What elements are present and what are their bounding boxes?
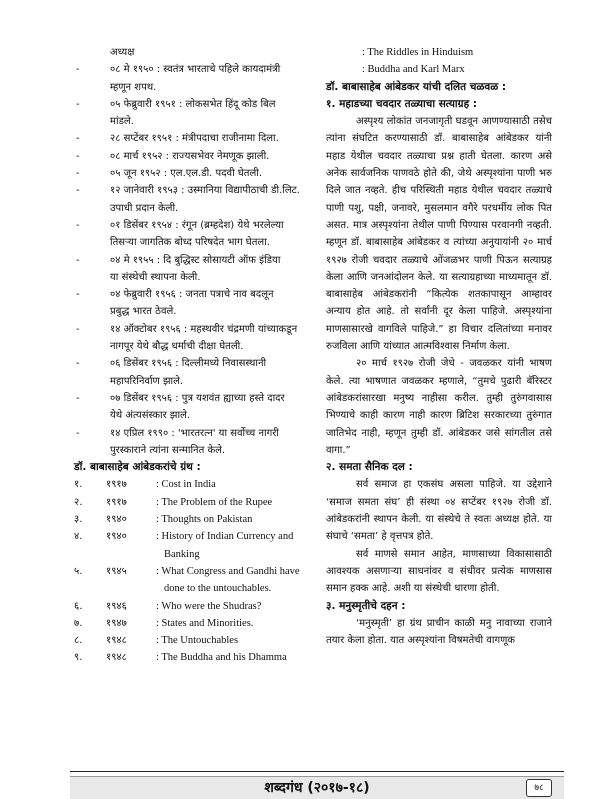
book-year: १९४० [106, 514, 127, 526]
event-item [74, 182, 314, 199]
event-item-continuation [74, 442, 314, 459]
event-dash: - [76, 150, 80, 162]
event-item [74, 321, 314, 338]
event-text: उपाधी प्रदान केली. [110, 202, 179, 214]
book-number: ५. [74, 565, 83, 577]
event-text: ०४ फेब्रुवारी १९५६ : जनता पत्राचे नाव बदलून [110, 289, 274, 301]
book-number: २. [74, 496, 83, 508]
section-3-heading: ३. मनुस्मृतीचे दहन : [326, 599, 406, 612]
event-item-continuation [74, 407, 314, 424]
book-title-continuation [74, 580, 314, 597]
event-dash: - [76, 219, 80, 231]
book-item [74, 598, 314, 615]
event-text: म्हणून शपथ. [110, 81, 157, 93]
event-dash [74, 113, 110, 130]
book-year: १९१७ [106, 496, 127, 508]
event-item [74, 355, 314, 372]
section-1-heading: १. महाडच्या चवदार तळ्याचा सत्याग्रह : [326, 97, 478, 110]
event-item-continuation [74, 269, 314, 286]
book-year: १९४५ [106, 565, 127, 577]
footer-banner [70, 776, 564, 799]
book-year: १९४० [106, 531, 127, 543]
book-title: : What Congress and Gandhi have [156, 565, 300, 577]
event-item-continuation [74, 338, 314, 355]
event-text: मांडले. [110, 116, 134, 128]
event-dash [74, 79, 110, 96]
event-item-continuation [74, 79, 314, 96]
book-title-cont-text: Banking [164, 548, 200, 560]
book-item [74, 494, 314, 511]
event-text: या संस्थेची स्थापना केली. [110, 271, 201, 283]
event-text: ०८ मे १९५० : स्वतंत्र भारताचे पहिले कायदामंत्री [110, 64, 281, 76]
event-item-continuation [74, 303, 314, 320]
book-year: १९४८ [106, 652, 127, 664]
event-dash: - [76, 98, 80, 110]
section-2-paragraph-2: सर्व माणसे समान आहेत, माणसाच्या विकासासाठी आवश्यक असणाऱ्या साधनांवर व संधीवर प्रत्येक माणसास समान हक्क आहे. अशी या संस्थेची धारणा होती. [326, 548, 552, 595]
book-number: ९. [74, 652, 83, 664]
book-item [74, 528, 314, 545]
book-title: : Who were the Shudras? [156, 600, 262, 612]
book-item [74, 511, 314, 528]
book-year: १९४७ [106, 617, 127, 629]
event-text: ०४ मे १९५५ : दि बुद्धिस्ट सोसायटी ऑफ इंडिया [110, 254, 281, 266]
event-item [74, 148, 314, 165]
event-text: प्रबुद्ध भारत ठेवले. [110, 306, 177, 318]
right-column [326, 44, 552, 649]
event-text: तिसऱ्या जागतिक बोध्द परिषदेत भाग घेतला. [110, 237, 270, 249]
book-title-continuation [74, 546, 314, 563]
book-item [74, 476, 314, 493]
event-text: ०८ मार्च १९५२ : राज्यसभेवर नेमणूक झाली. [110, 150, 270, 162]
event-text: १४ ऑक्टोबर १९५६ : महस्थवीर चंद्रमणी यांच्याकडून [110, 323, 298, 335]
event-text: येथे अंत्यसंस्कार झाले. [110, 410, 191, 422]
event-dash: - [76, 289, 80, 301]
event-dash: - [76, 133, 80, 145]
event-item [74, 130, 314, 147]
event-item-continuation [74, 200, 314, 217]
role-line: अध्यक्ष [110, 47, 135, 58]
event-text: महापरिनिर्वाण झाले. [110, 375, 184, 387]
event-dash [74, 373, 110, 390]
section-2-heading: २. समता सैनिक दल : [326, 461, 413, 474]
event-item [74, 286, 314, 303]
book-title: : Thoughts on Pakistan [156, 514, 253, 526]
book-title: : History of Indian Currency and [156, 531, 294, 543]
left-column [74, 44, 314, 667]
event-text: पुरस्काराने त्यांना सन्मानित केले. [110, 444, 226, 456]
footer-title: शब्दगंध (२०१७-१८) [264, 780, 370, 796]
event-item-continuation [74, 373, 314, 390]
event-dash: - [76, 64, 80, 76]
event-text: ०७ डिसेंबर १९५६ : पुत्र यशवंत ह्याच्या हस्ते दादर [110, 392, 285, 404]
event-dash: - [76, 323, 80, 335]
event-text: नागपूर येथे बौद्ध धर्माची दीक्षा घेतली. [110, 341, 244, 353]
book-title: : The Buddha and his Dhamma [156, 652, 287, 664]
book-year: १९४६ [106, 600, 127, 612]
footer-rule [70, 771, 564, 772]
event-item-continuation [74, 234, 314, 251]
event-dash [74, 269, 110, 286]
event-text: ०६ डिसेंबर १९५६ : दिल्लीमध्ये निवासस्थानी [110, 358, 267, 370]
book-title: : Cost in India [156, 479, 216, 491]
event-dash [74, 407, 110, 424]
book-number: ७. [74, 617, 83, 629]
section-1-paragraph-2: २० मार्च १९२७ रोजी जेधे - जवळकर यांनी भाषण केले. त्या भाषणात जवळकर म्हणाले, “तुमचे पुढारी बॅरिस्टर आंबेडकरांसारखा मनुष्य नाहीसा करील. तुम्ही तुरुंगवासास भिण्याचे काही कारण नाही कारण ब्रिटिश सरकारच्या तुरुंगात जातिभेद नाही, म्हणून तुम्ही डॉ. आंबेडकर जसे सांगतील तसे वागा.” [326, 358, 552, 456]
book-item [74, 649, 314, 666]
section-2-paragraph-1: सर्व समाज हा एकसंघ असला पाहिजे. या उद्देशाने ‘समाज समता संघ’ ही संस्था ०४ सप्टेंबर १९२७ रोजी डॉ. आंबेडकरांनी स्थापन केली. या संस्थेचे ते स्वतः अध्यक्ष होते. या संघाचे ‘समता’ हे वृत्तपत्र होते. [326, 479, 552, 543]
page-number: ७८ [526, 779, 552, 797]
event-item [74, 390, 314, 407]
book-number: ८. [74, 635, 83, 647]
book-buddha-marx: : Buddha and Karl Marx [362, 64, 465, 76]
events-list [74, 61, 314, 459]
event-item [74, 165, 314, 182]
book-number: १. [74, 479, 83, 491]
event-dash: - [76, 427, 80, 439]
book-number: ४. [74, 531, 83, 543]
event-item-continuation [74, 113, 314, 130]
section-1-paragraph-1: अस्पृश्य लोकांत जनजागृती घडवून आणण्यासाठी तसेच त्यांना संघटित करण्यासाठी डॉ. बाबासाहेब आंबेडकर यांनी महाड येथील चवदार तळ्याचा प्रश्न हाती घेतला. कारण असे अनेक सार्वजनिक पाणवठे होते की, जेथे अस्पृश्यांना पाणी भरु दिले जात नव्हते. हीच परिस्थिती महाड येथील चवदार तळ्याचे पाणी पशु, पक्षी, जनावरे, मुसलमान वगैरे परधर्मीय लोक पित असत. मात्र अस्पृश्यांना तेथील पाणी पिण्यास परवानगी नव्हती. म्हणून डॉ. बाबासाहेब आंबेडकर व त्यांच्या अनुयायांनी २० मार्च १९२७ रोजी चवदार तळ्याचे ओंजळभर पाणी पिऊन सत्याग्रह केला आणि जनआंदोलन केले. या सत्याग्रहाच्या माध्यमातून डॉ. बाबासाहेब आंबेडकरांनी “कित्येक शतकापासून आम्हावर अन्याय होत आहे. तो सर्वांनी दूर केला पाहिजे. अस्पृश्यांना माणसासारखे वागविले पाहिजे.” हा विचार दलितांच्या मनावर रुजविला आणि यांच्यात आत्मविश्वास निर्माण केला. [326, 116, 552, 353]
event-dash [74, 303, 110, 320]
event-text: ०१ डिसेंबर १९५४ : रंगून (ब्रम्हदेश) येथे भरलेल्या [110, 219, 284, 231]
book-title: : The Problem of the Rupee [156, 496, 273, 508]
event-item [74, 96, 314, 113]
book-item [74, 563, 314, 580]
book-item [74, 615, 314, 632]
book-item [74, 632, 314, 649]
event-item [74, 425, 314, 442]
section-3-paragraph-1: ‘मनुस्मृती’ हा ग्रंथ प्राचीन काळी मनु नावाच्या राजाने तयार केला होता. यात अस्पृश्यांना विषमतेची वागणूक [326, 617, 552, 647]
event-text: १२ जानेवारी १९५३ : उस्मानिया विद्यापीठाची डी.लिट. [110, 185, 300, 197]
event-dash: - [76, 185, 80, 197]
book-number: ३. [74, 514, 83, 526]
book-title: : States and Minorities. [156, 617, 254, 629]
event-dash [74, 200, 110, 217]
event-dash: - [76, 392, 80, 404]
books-list [74, 476, 314, 666]
book-year: १९१७ [106, 479, 127, 491]
event-dash [74, 234, 110, 251]
event-dash: - [76, 168, 80, 180]
book-number: ६. [74, 600, 83, 612]
event-dash [74, 442, 110, 459]
event-dash: - [76, 254, 80, 266]
event-text: १४ एप्रिल १९९० : 'भारतरत्न' या सर्वोच्च नागरी [110, 427, 279, 439]
book-title: : The Untouchables [156, 635, 239, 647]
event-dash: - [76, 358, 80, 370]
event-dash [74, 338, 110, 355]
book-year: १९४८ [106, 635, 127, 647]
event-item [74, 217, 314, 234]
book-riddles: : The Riddles in Hinduism [362, 47, 474, 58]
books-heading: डॉ. बाबासाहेब आंबेडकरांचे ग्रंथ : [74, 461, 201, 474]
event-text: ०५ फेब्रुवारी १९५१ : लोकसभेत हिंदू कोड बिल [110, 98, 276, 110]
event-item [74, 61, 314, 78]
main-heading: डॉ. बाबासाहेब आंबेडकर यांची दलित चळवळ : [326, 80, 507, 93]
book-title-cont-text: done to the untouchables. [164, 583, 272, 595]
event-text: ०५ जून १९५२ : एल.एल.डी. पदवी घेतली. [110, 168, 263, 180]
event-item [74, 252, 314, 269]
event-text: २८ सप्टेंबर १९५१ : मंत्रीपदाचा राजीनामा दिला. [110, 133, 279, 145]
